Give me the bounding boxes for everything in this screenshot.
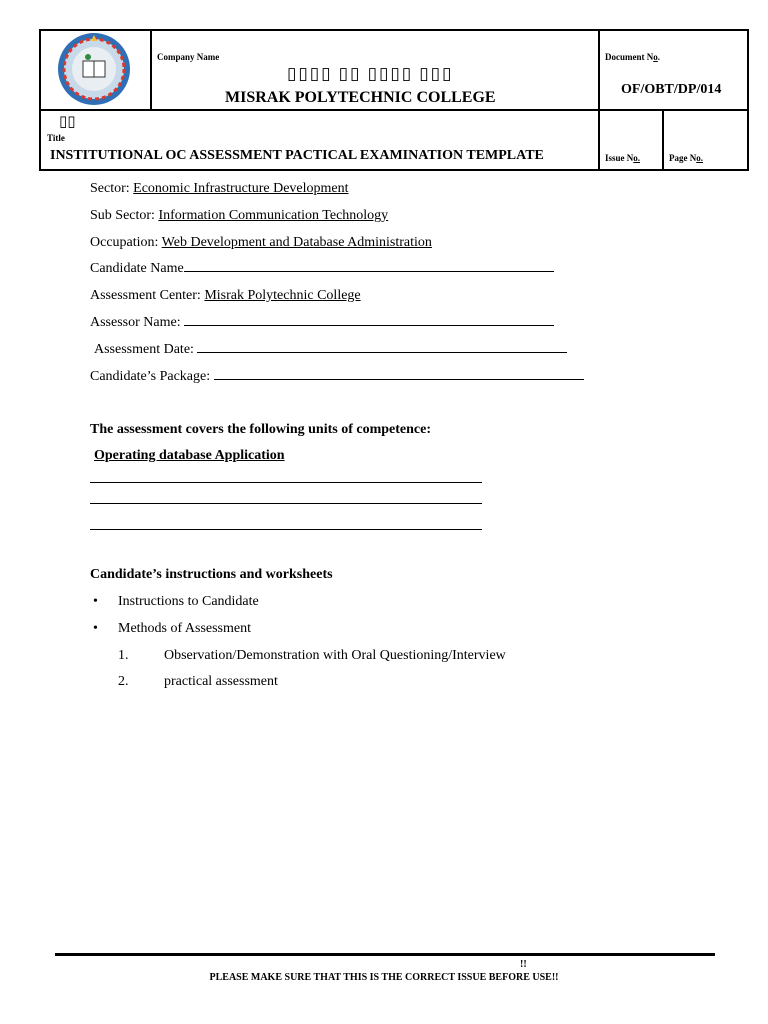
list-item: Methods of Assessment <box>118 621 251 636</box>
assessment-center-value: Misrak Polytechnic College <box>204 288 361 303</box>
list-item: Instructions to Candidate <box>118 594 259 609</box>
college-name: MISRAK POLYTECHNIC COLLEGE <box>225 89 496 106</box>
unit-blank-line <box>90 482 482 483</box>
issue-number-label: Issue No. <box>605 153 641 163</box>
candidate-name-field <box>90 261 554 277</box>
sector-label: Sector: <box>90 181 134 196</box>
candidate-package-label: Candidate’s Package: <box>90 369 214 384</box>
title-label: Title <box>47 133 65 143</box>
subsector-value: Information Communication Technology <box>158 208 389 223</box>
bullet-icon: • <box>93 621 98 636</box>
list-item: Observation/Demonstration with Oral Questioning/Interview <box>164 648 506 663</box>
sector-field <box>90 181 349 197</box>
subsector-label: Sub Sector: <box>90 208 159 223</box>
company-name-label: Company Name <box>157 52 220 62</box>
subsector-field <box>90 208 388 224</box>
footer-divider <box>55 953 715 956</box>
unit-blank-line <box>90 529 482 530</box>
title-glyphs: ▯▯ <box>59 114 76 130</box>
assessor-name-label: Assessor Name: <box>90 315 185 330</box>
college-logo <box>56 31 132 107</box>
assessment-center-label: Assessment Center: <box>90 288 205 303</box>
unit-item: Operating database Application <box>94 448 285 463</box>
list-number: 2. <box>118 674 129 689</box>
list-item: practical assessment <box>164 674 278 689</box>
divider <box>150 31 152 111</box>
assessor-name-blank <box>184 324 554 326</box>
list-number: 1. <box>118 648 129 663</box>
candidate-package-field <box>90 369 584 385</box>
document-number: OF/OBT/DP/014 <box>621 82 722 97</box>
occupation-value: Web Development and Database Administration <box>161 235 432 250</box>
footer-mark: !! <box>520 959 527 970</box>
divider <box>662 111 664 169</box>
occupation-label: Occupation: <box>90 235 162 250</box>
candidate-package-blank <box>214 378 584 380</box>
candidate-name-blank <box>184 270 554 272</box>
page-number-label: Page No. <box>669 153 703 163</box>
assessment-date-label: Assessment Date: <box>94 342 198 357</box>
sector-value: Economic Infrastructure Development <box>133 181 349 196</box>
divider <box>598 31 600 169</box>
occupation-field <box>90 235 432 251</box>
candidate-name-label: Candidate Name <box>90 261 184 276</box>
document-title: INSTITUTIONAL OC ASSESSMENT PACTICAL EXAMINATION TEMPLATE <box>50 148 544 163</box>
bullet-icon: • <box>93 594 98 609</box>
units-heading: The assessment covers the following units of competence: <box>90 422 432 437</box>
assessor-name-field <box>90 315 554 331</box>
document-number-label: Document No. <box>605 52 660 62</box>
assessment-date-field <box>94 342 567 358</box>
footer-notice: PLEASE MAKE SURE THAT THIS IS THE CORRECT ISSUE BEFORE USE!! <box>209 972 559 983</box>
amharic-college-name: ▯▯▯▯ ▯▯ ▯▯▯▯ ▯▯▯ <box>287 64 454 83</box>
divider <box>41 109 747 111</box>
unit-blank-line <box>90 503 482 504</box>
instructions-heading: Candidate’s instructions and worksheets <box>90 567 333 582</box>
assessment-date-blank <box>197 351 567 353</box>
assessment-center-field <box>90 288 361 304</box>
